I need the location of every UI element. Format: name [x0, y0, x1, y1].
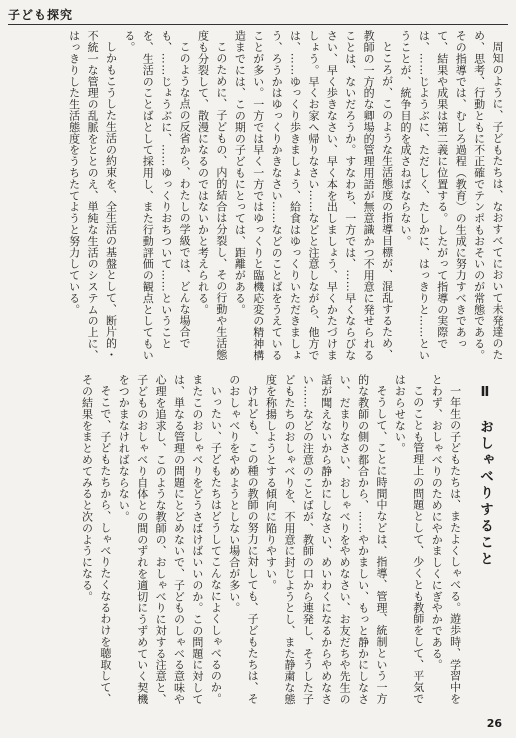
header-title: 子ども探究 — [8, 8, 74, 22]
paragraph: そこで、子どもたちから、しゃべりたくなるわけを聴取して、その結果をまとめてみると次のようになる。 — [80, 374, 112, 705]
paragraph: 周知のように、子どもたちは、なおすべてにおいて未発達のため、思考、行動ともに不正確でテンポもおそいのが常態である。その指導では、むしろ過程（教育）の生成に努力すべきであって、結果や成果は第二義に位置する。したがって指導の実際では、……じようぶに、ただしく、たしかに、はっきりと……ということが、統争目的を成さねばならない。 — [398, 30, 504, 361]
paragraph: このことも管理上の問題として、少くとも教師をして、平気ではおらせない。 — [393, 374, 425, 705]
paragraph: いったい、子どもたちはどうしてこんなによくしゃべるのか。またこのおしゃべりをどうさばけばいいのか。この問題に対しては、単なる管理の問題にとどめないで、子どものしゃべる意味や心理を追求し、このような教師の、おしゃべりに対する注意と、子どものおしゃべり自体との間のずれを適切にうずめていく契機をつかまなければならない。 — [117, 374, 223, 705]
paragraph: しかもこうした生活の約束を、全生活の基盤として、断片的・不統一な管理の乱脈をととのえ、単純な生活のシステムの上に、はっきりした生活態度をうちたてようと努力している。 — [67, 30, 118, 361]
page-header — [8, 8, 508, 25]
section-heading — [476, 384, 494, 712]
paragraph: このような点の反省から、わたしの学級では、どんな場合でも、……じょうぶに、……ゆっくりおちついて……ということを、生活のことばとして採用し、また行動評価の観点としてもいる。 — [122, 30, 192, 361]
text-column-bottom — [12, 374, 506, 712]
paragraph: 一年生の子どもたちは、またよくしゃべる。遊歩時、学習中をとわず、おしゃべりのためにやかましくにぎやかである。 — [430, 374, 462, 705]
section-title: おしゃべりすること — [477, 419, 493, 569]
paragraph: ところが、このような生活態度の指導目標が、混乱するため、教師の一方的な卿場的管理用語が無意識かつ不用意に発せられることは、ないだろうか。すなわち、一方では、……早くならびなさい、早く歩きなさい、早く本を出しましょう、早くかたづけましょう。早くお家へ帰りなさい……などと注意しながら、他方では、……ゆっくり歩きましょう、給食はゆっくりいただきましょう、ろうかはゆっくりかきなさい……などのことばをうえていることが多い。一方では早く一方ではゆっくりと臨機応変の精神構造までには、この期の子どもにとっては、距離がある。 — [233, 30, 394, 361]
paragraph: そうして、ことに時間中などは、指導、管理、統制という一方的な教師の側の都合から、……やかましい、もっと静かにしなさい、だまりなさい、おしゃべりをやめなさい、お友だちや先生の話が聞えないから静かにしなさい、めいわくになるからやめなさい……などの注意のことばが、教師の口から連発し、そうした子どもたちのおしゃべりを、不用意に封じようとし、また静粛な態度を称揚しようとする傾向に陥りやすい。 — [264, 374, 388, 705]
section-number: Ⅱ — [477, 384, 493, 400]
paragraph: けれども、この種の教師の努力に対しても、子どもたちは、そのおしゃべりをやめようとしない場合が多い。 — [227, 374, 260, 705]
paragraph: このために、子どもの、内的結合は分裂し、その行動や生活態度も分裂して、散漫になるのではないかと考えられる。 — [196, 30, 228, 361]
text-column-top — [12, 30, 506, 362]
page-number: 26 — [486, 717, 502, 730]
